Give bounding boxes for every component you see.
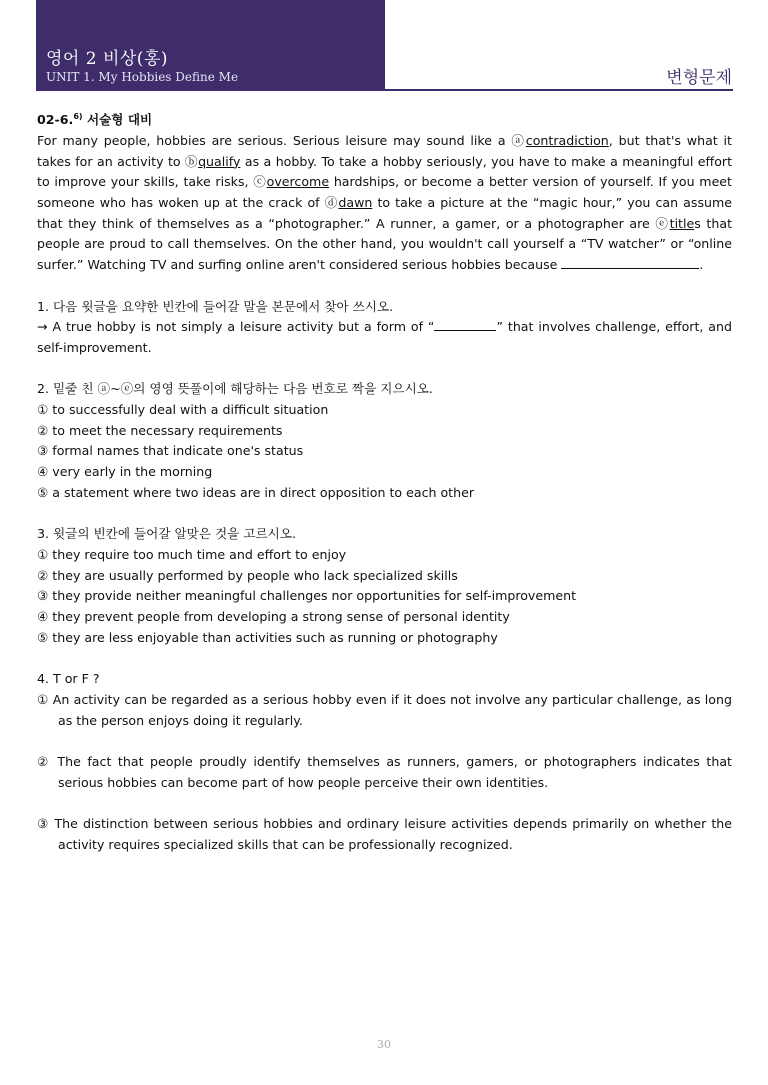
underlined-word-d: dawn <box>338 195 373 210</box>
question-title: 2. 밑줄 친 ⓐ~ⓔ의 영영 뜻풀이에 해당하는 다음 번호로 짝을 지으시오. <box>37 381 433 397</box>
question-title: 1. 다음 윗글을 요약한 빈칸에 들어갈 말을 본문에서 찾아 쓰시오. <box>37 298 394 314</box>
header-banner <box>36 0 385 91</box>
option-item[interactable]: ③ they provide neither meaningful challenges nor opportunities for self-improvement <box>37 588 577 604</box>
passage-text: as a hobby. To take a hobby seriously, you have to make a meaningful effort to improve your skills, take risks, <box>37 153 733 190</box>
reading-passage <box>37 131 732 276</box>
option-item[interactable]: ④ they prevent people from developing a strong sense of personal identity <box>37 609 510 625</box>
page-number: 30 <box>377 1038 391 1051</box>
option-item[interactable]: ② to meet the necessary requirements <box>37 422 283 438</box>
question-title: 3. 윗글의 빈칸에 들어갈 알맞은 것을 고르시오. <box>37 526 297 542</box>
unit-title: UNIT 1. My Hobbies Define Me <box>46 70 239 84</box>
answer-blank[interactable] <box>561 256 699 269</box>
section-heading <box>37 107 732 131</box>
page-content <box>37 107 732 855</box>
summary-text: ” that involves challenge, effort, and self-improvement. <box>37 319 732 355</box>
tf-statement[interactable]: ② The fact that people proudly identify themselves as runners, gamers, or photographers indicates that serious hobbies can become part of how people perceive their own identities. <box>37 753 732 790</box>
summary-blank[interactable] <box>434 318 496 331</box>
passage-text: , but that's what it takes for an activity to <box>37 132 732 169</box>
underlined-word-e: title <box>669 215 695 231</box>
underlined-word-b: qualify <box>198 153 241 169</box>
tf-statement[interactable]: ③ The distinction between serious hobbies and ordinary leisure activities depends primarily on whether the activity requires specialized skills that can be professionally recognized. <box>37 816 732 852</box>
book-title: 영어 2 비상(홍) <box>46 49 168 69</box>
marker-e: ⓔ <box>655 215 670 231</box>
section-number: 02-6. <box>37 112 74 128</box>
section-heading-label: 서술형 대비 <box>86 112 153 128</box>
summary-text: → A true hobby is not simply a leisure activity but a form of “ <box>37 319 435 335</box>
option-item[interactable]: ① to successfully deal with a difficult situation <box>37 402 329 417</box>
marker-b: ⓑ <box>185 153 199 169</box>
header-divider <box>385 89 733 91</box>
question-2 <box>37 379 732 503</box>
tf-statement[interactable]: ① An activity can be regarded as a serious hobby even if it does not involve any particular challenge, as long as the person enjoys doing it regularly. <box>37 691 732 728</box>
option-item[interactable]: ① they require too much time and effort to enjoy <box>37 546 347 562</box>
marker-d: ⓓ <box>324 195 339 210</box>
summary-sentence <box>37 317 732 358</box>
question-3 <box>37 524 732 648</box>
option-item[interactable]: ⑤ a statement where two ideas are in direct opposition to each other <box>37 484 475 500</box>
option-item[interactable]: ④ very early in the morning <box>37 464 213 480</box>
passage-text: s that people are proud to call themselves. On the other hand, you wouldn't call yourself a “TV watcher” or “online surfer.” Watching TV and surfing online aren't considered serious hobbies because <box>37 215 733 273</box>
passage-text: . <box>699 257 704 273</box>
passage-text: For many people, hobbies are serious. Serious leisure may sound like a <box>37 132 512 148</box>
question-1 <box>37 297 732 359</box>
marker-a: ⓐ <box>511 132 526 148</box>
question-title: 4. T or F ? <box>37 671 100 687</box>
underlined-word-c: overcome <box>266 174 330 190</box>
option-item[interactable]: ② they are usually performed by people who lack specialized skills <box>37 567 458 583</box>
question-4 <box>37 669 732 855</box>
option-item[interactable]: ⑤ they are less enjoyable than activities such as running or photography <box>37 629 498 645</box>
passage-text: to take a picture at the “magic hour,” you can assume that they think of themselves as a “photographer.” A runner, a gamer, or a photographer are <box>37 195 733 231</box>
passage-text: hardships, or become a better version of yourself. If you meet someone who has woken up at the crack of <box>37 174 732 210</box>
section-label: 변형문제 <box>666 68 732 88</box>
footnote-marker: 6) <box>73 112 83 121</box>
underlined-word-a: contradiction <box>525 132 609 148</box>
marker-c: ⓒ <box>253 174 267 190</box>
option-item[interactable]: ③ formal names that indicate one's status <box>37 443 304 459</box>
